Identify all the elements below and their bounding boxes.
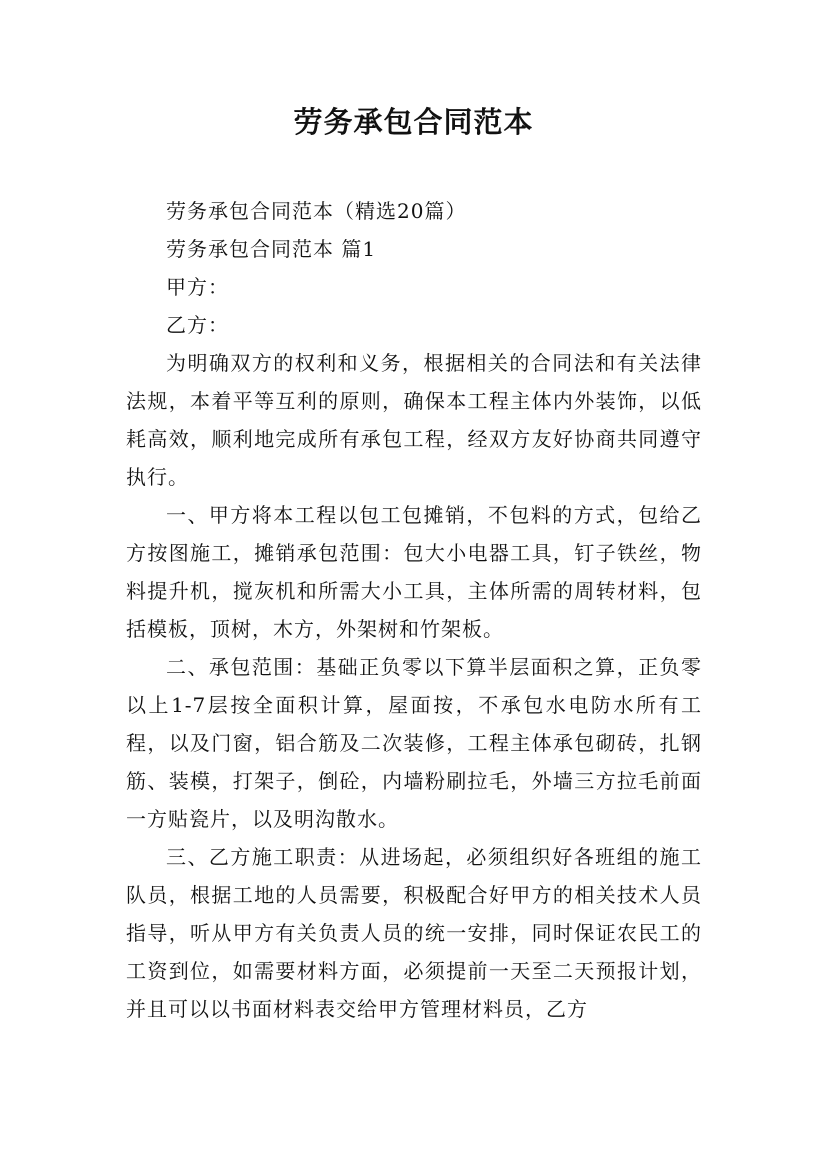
preamble-paragraph: 为明确双方的权利和义务，根据相关的合同法和有关法律法规，本着平等互利的原则，确保本工程主体内外装饰，以低耗高效，顺利地完成所有承包工程，经双方友好协商共同遵守执行。 bbox=[126, 351, 702, 489]
party-b-line: 乙方： bbox=[166, 313, 229, 337]
section-heading: 劳务承包合同范本 篇1 bbox=[166, 237, 377, 261]
clause-3-paragraph: 三、乙方施工职责：从进场起，必须组织好各班组的施工队员，根据工地的人员需要，积极配合好甲方的相关技术人员指导，听从甲方有关负责人员的统一安排，同时保证农民工的工资到位，如需要材料方面，必须提前一天至二天预报计划，并且可以以书面材料表交给甲方管理材料员，乙方 bbox=[126, 845, 702, 1021]
party-a-line: 甲方： bbox=[166, 275, 229, 299]
doc-subtitle: 劳务承包合同范本（精选20篇） bbox=[166, 199, 467, 223]
document-body bbox=[126, 192, 702, 1028]
clause-2-paragraph: 二、承包范围：基础正负零以下算半层面积之算，正负零以上1-7层按全面积计算，屋面按，不承包水电防水所有工程，以及门窗，铝合筋及二次装修，工程主体承包砌砖，扎钢筋、装模，打架子，倒砼，内墙粉刷拉毛，外墙三方拉毛前面一方贴瓷片，以及明沟散水。 bbox=[126, 655, 702, 831]
document-title: 劳务承包合同范本 bbox=[293, 105, 534, 139]
clause-1-paragraph: 一、甲方将本工程以包工包摊销，不包料的方式，包给乙方按图施工，摊销承包范围：包大小电器工具，钉子铁丝，物料提升机，搅灰机和所需大小工具，主体所需的周转材料，包括模板，顶树，木方，外架树和竹架板。 bbox=[126, 503, 702, 641]
